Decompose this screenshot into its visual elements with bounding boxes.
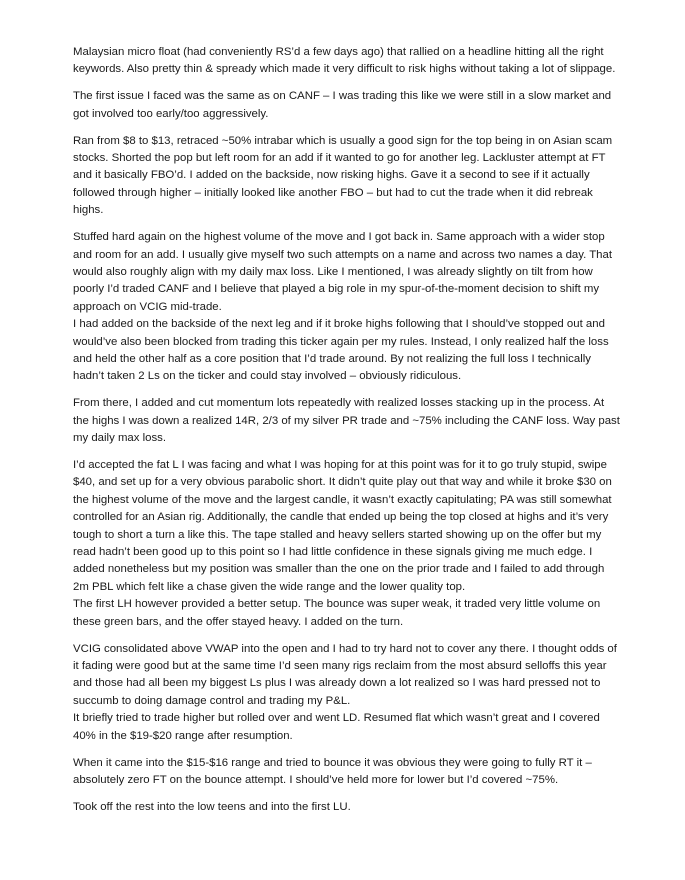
paragraph-initial-trade: [73, 133, 621, 220]
paragraph-rule-break: [73, 316, 621, 386]
paragraph-text: Ran from $8 to $13, retraced ~50% intrabar which is usually a good sign for the top being in on Asian scam stocks. Shorted the pop but left room for an add if it wanted to go for another leg. Lackluster attempt at FT and it basically FBO’d. I added on the backside, now risking highs. Gave it a second to see if it actually followed through higher – initially looked like another FBO – but had to cut the trade when it did rebreak highs.: [73, 134, 613, 217]
paragraph-intro: [73, 44, 621, 79]
paragraph-first-issue: [73, 88, 621, 123]
paragraph-text: I’d accepted the fat L I was facing and what I was hoping for at this point was for it to go truly stupid, swipe $40, and set up for a very obvious parabolic short. It didn’t quite play out that way and while it broke $30 on the highest volume of the move and the largest candle, it wasn’t exactly capitulating; PA was still somewhat controlled for an Asian rig. Additionally, the candle that ended up being the top closed at highs and it’s very tough to short a turn a like this. The tape stalled and heavy sellers started showing up on the offer but my read hadn’t been good up to this point so I had little confidence in these signals giving me much edge. I added nonetheless but my position was smaller than the one on the prior trade and I failed to add through 2m PBL which felt like a chase given the wide range and the lower quality top.: [73, 459, 612, 593]
paragraph-text: VCIG consolidated above VWAP into the open and I had to try hard not to cover any there. I thought odds of it fading were good but at the same time I’d seen many rigs reclaim from the most absurd selloffs this year and those had all been my biggest Ls plus I was already down a lot realized so I was hard pressed not to succumb to doing damage control and trading my P&L.: [73, 642, 617, 707]
paragraph-text: It briefly tried to trade higher but rolled over and went LD. Resumed flat which wasn’t great and I covered 40% in the $19-$20 range after resumption.: [73, 712, 600, 742]
paragraph-text: The first LH however provided a better setup. The bounce was super weak, it traded very little volume on these green bars, and the offer stayed heavy. I added on the turn.: [73, 598, 601, 628]
paragraph-text: Malaysian micro float (had conveniently RS’d a few days ago) that rallied on a headline hitting all the right keywords. Also pretty thin & spready which made it very difficult to risk highs without taking a lot of slippage.: [73, 46, 616, 76]
paragraph-cover: [73, 710, 621, 745]
paragraph-text: When it came into the $15-$16 range and tried to bounce it was obvious they were going to fully RT it – absolutely zero FT on the bounce attempt. I should’ve held more for lower but I’d covered ~75%.: [73, 756, 592, 786]
paragraph-text: From there, I added and cut momentum lots repeatedly with realized losses stacking up in the process. At the highs I was down a realized 14R, 2/3 of my silver PR trade and ~75% including the CANF loss. Way past my daily max loss.: [73, 397, 620, 445]
paragraph-text: I had added on the backside of the next leg and if it broke highs following that I should’ve stopped out and would’ve also been blocked from trading this ticker again per my rules. Instead, I only realized half the loss and held the other half as a core position that I’d trade around. By not realizing the full loss I technically hadn’t taken 2 Ls on the ticker and could stay involved – obviously ridiculous.: [73, 318, 609, 383]
paragraph-vwap: [73, 641, 621, 711]
paragraph-bounce: [73, 755, 621, 790]
paragraph-top: [73, 457, 621, 596]
paragraph-first-lh: [73, 596, 621, 631]
paragraph-text: The first issue I faced was the same as on CANF – I was trading this like we were still in a slow market and got involved too early/too aggressively.: [73, 90, 612, 120]
paragraph-text: Stuffed hard again on the highest volume of the move and I got back in. Same approach with a wider stop and room for an add. I usually give myself two such attempts on a name and across two names a day. That would also roughly align with my daily max loss. Like I mentioned, I was already slightly on tilt from how poorly I’d traded CANF and I believe that played a big role in my spur-of-the-moment decision to shift my approach on VCIG mid-trade.: [73, 231, 613, 313]
paragraph-losses: [73, 395, 621, 447]
paragraph-text: Took off the rest into the low teens and into the first LU.: [73, 800, 351, 813]
document-body: [73, 44, 621, 826]
paragraph-final: [73, 799, 621, 816]
paragraph-second-attempt: [73, 229, 621, 316]
